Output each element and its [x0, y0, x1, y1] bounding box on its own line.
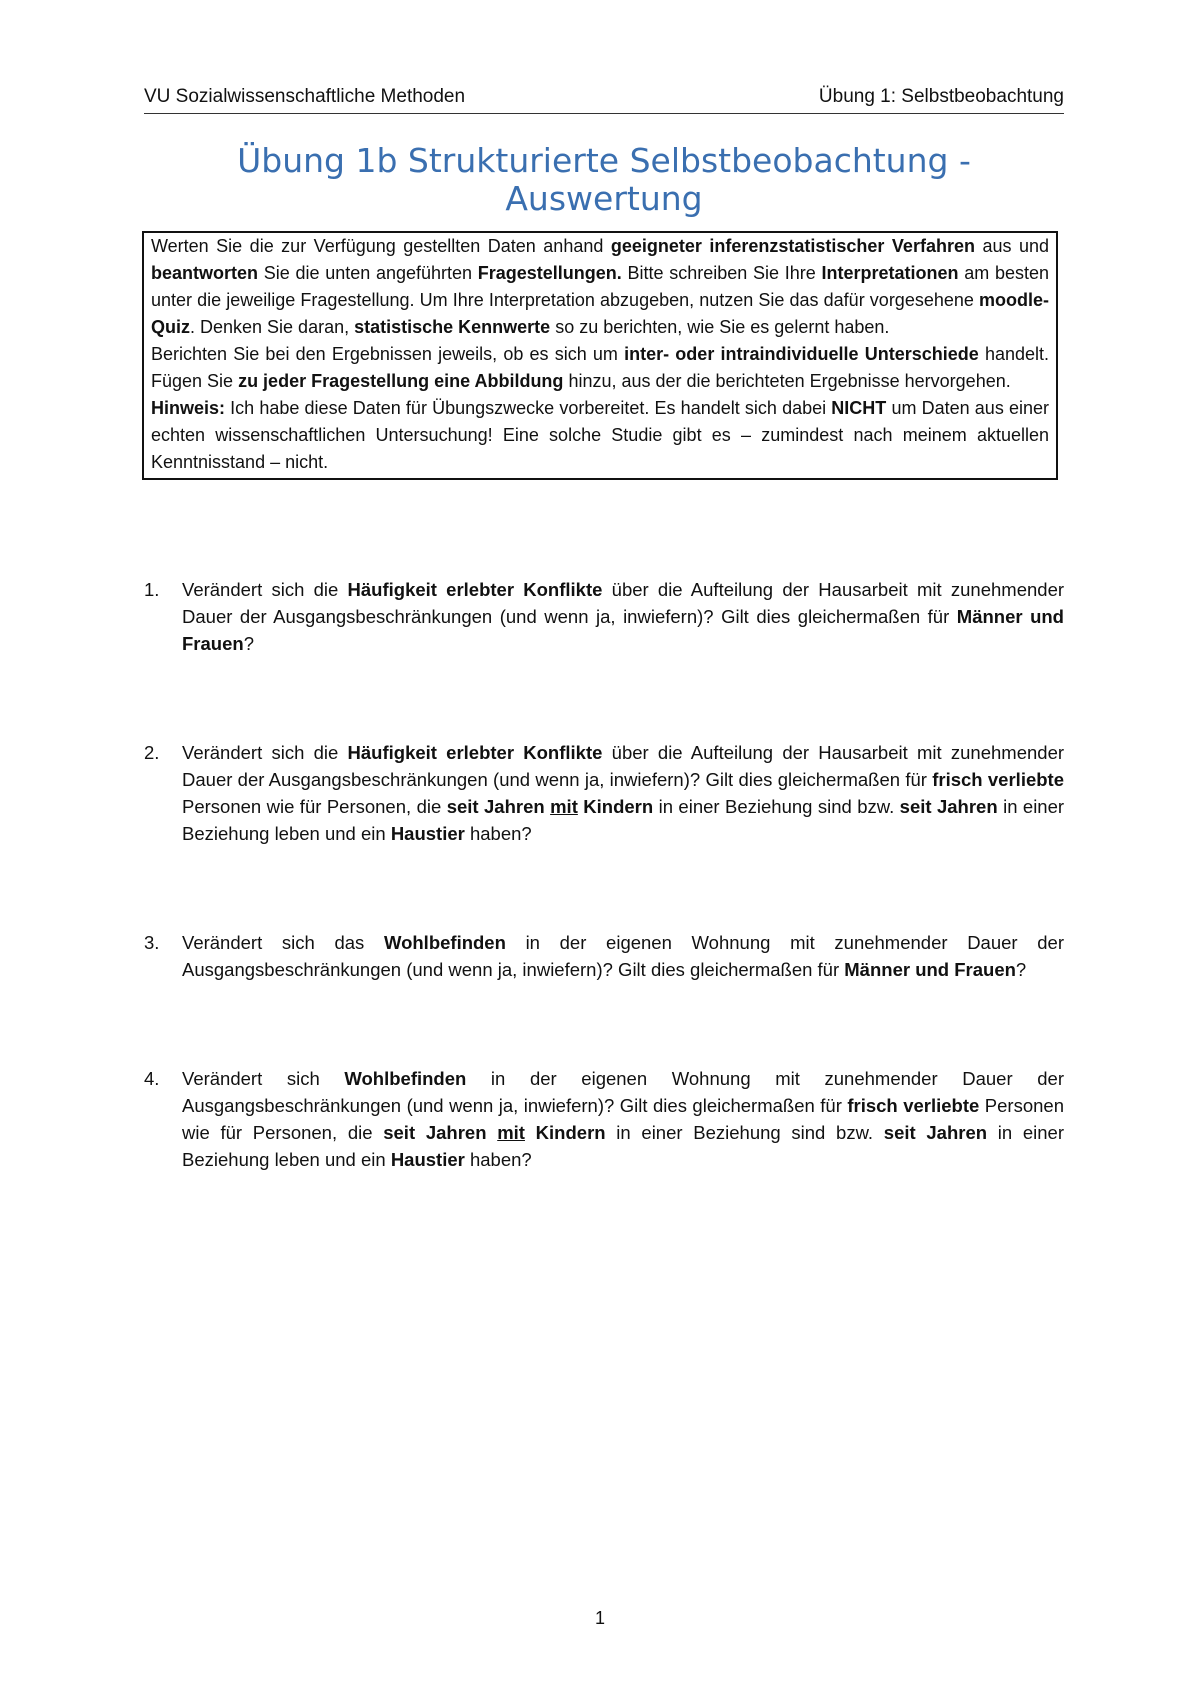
question-item	[144, 1065, 1064, 1173]
question-number: 2.	[144, 742, 160, 763]
question-item	[144, 929, 1064, 983]
text-run: Verändert sich die	[182, 579, 348, 600]
text-run: Ich habe diese Daten für Übungszwecke vorbereitet. Es handelt sich dabei	[225, 398, 832, 418]
emphasis-text: Männer und Frauen	[182, 606, 1064, 654]
emphasis-text: Männer und Frauen	[844, 959, 1016, 980]
header-course-title: VU Sozialwissenschaftliche Methoden	[144, 86, 466, 107]
text-run: ?	[1015, 959, 1027, 980]
emphasis-text: frisch verliebte	[932, 769, 1064, 790]
emphasis-text: beantworten	[151, 263, 259, 283]
text-run: in einer Beziehung leben und ein	[182, 796, 1065, 844]
question-number: 3.	[144, 932, 160, 953]
emphasis-text: frisch verliebte	[847, 1095, 980, 1116]
question-item	[144, 739, 1064, 847]
emphasis-text: NICHT	[831, 398, 887, 418]
emphasis-text: Wohlbefinden	[383, 932, 506, 953]
text-run: ?	[243, 633, 254, 654]
text-run: am besten unter die jeweilige Fragestellung. Um Ihre Interpretation abzugeben, nutzen Sie das dafür vorgesehene	[151, 263, 1049, 310]
text-run: Personen wie für Personen, die	[182, 796, 447, 817]
header-exercise-title: Übung 1: Selbstbeobachtung	[818, 86, 1064, 107]
document-title	[144, 142, 1064, 218]
instructions-box	[142, 231, 1058, 480]
emphasis-text: Kindern	[524, 1122, 606, 1143]
text-run: Verändert sich das	[182, 932, 384, 953]
text-run: so zu berichten, wie Sie es gelernt haben.	[550, 317, 890, 337]
text-run: um Daten aus einer echten wissenschaftlichen Untersuchung! Eine solche Studie gibt es – zumindest nach meinem aktuellen Kenntnisstand – nicht.	[151, 398, 1050, 472]
page-header	[144, 84, 1064, 114]
instructions-paragraph-2	[151, 341, 1049, 395]
question-item	[144, 576, 1064, 657]
emphasis-text: seit Jahren	[383, 1122, 498, 1143]
text-run: Verändert sich	[182, 1068, 345, 1089]
text-run: Bitte schreiben Sie Ihre	[621, 263, 822, 283]
text-run: in einer Beziehung leben und ein	[182, 1122, 1065, 1170]
text-run: Werten Sie die zur Verfügung gestellten Daten anhand	[151, 236, 611, 256]
text-run: Sie die unten angeführten	[258, 263, 478, 283]
emphasis-text: zu jeder Fragestellung eine Abbildung	[238, 371, 564, 391]
emphasis-text: Haustier	[390, 823, 465, 844]
emphasis-text: Fragestellungen.	[477, 263, 622, 283]
question-number: 4.	[144, 1068, 160, 1089]
question-text	[182, 579, 1064, 654]
emphasis-text: inter- oder intraindividuelle Unterschiede	[624, 344, 979, 364]
title-line-1: Übung 1b Strukturierte Selbstbeobachtung -	[237, 141, 971, 180]
text-run: handelt. Fügen Sie	[151, 344, 1050, 391]
emphasis-text: Haustier	[390, 1149, 465, 1170]
text-run: haben?	[464, 823, 532, 844]
text-run: aus und	[974, 236, 1049, 256]
instructions-paragraph-1	[151, 233, 1049, 341]
question-text	[182, 742, 1064, 844]
text-run: in der eigenen Wohnung mit zunehmender Dauer der Ausgangsbeschränkungen (und wenn ja, inwiefern)? Gilt dies gleichermaßen für	[182, 932, 1064, 980]
emphasis-text: seit Jahren	[899, 796, 998, 817]
text-run: haben?	[464, 1149, 532, 1170]
emphasis-text: seit Jahren	[446, 796, 551, 817]
emphasis-text: mit	[550, 796, 578, 817]
emphasis-text: Häufigkeit erlebter Konflikte	[347, 579, 603, 600]
text-run: über die Aufteilung der Hausarbeit mit zunehmender Dauer der Ausgangsbeschränkungen (und wenn ja, inwiefern)? Gilt dies gleichermaßen für	[182, 579, 1065, 627]
emphasis-text: Wohlbefinden	[344, 1068, 467, 1089]
question-text	[182, 932, 1064, 980]
text-run: Verändert sich die	[182, 742, 348, 763]
emphasis-text: Kindern	[577, 796, 654, 817]
emphasis-text: Häufigkeit erlebter Konflikte	[347, 742, 603, 763]
text-run: Personen wie für Personen, die	[182, 1095, 1064, 1143]
page-number: 1	[594, 1608, 605, 1628]
emphasis-text: Hinweis:	[151, 398, 226, 418]
emphasis-text: mit	[497, 1122, 525, 1143]
question-list	[144, 576, 1064, 1173]
title-line-2: Auswertung	[505, 179, 703, 218]
emphasis-text: Interpretationen	[821, 263, 959, 283]
emphasis-text: statistische Kennwerte	[354, 317, 551, 337]
text-run: in der eigenen Wohnung mit zunehmender Dauer der Ausgangsbeschränkungen (und wenn ja, inwiefern)? Gilt dies gleichermaßen für	[182, 1068, 1064, 1116]
text-run: in einer Beziehung sind bzw.	[605, 1122, 884, 1143]
text-run: Berichten Sie bei den Ergebnissen jeweils, ob es sich um	[151, 344, 625, 364]
question-number: 1.	[144, 579, 160, 600]
emphasis-text: moodle-Quiz	[151, 290, 1049, 337]
emphasis-text: seit Jahren	[883, 1122, 988, 1143]
text-run: über die Aufteilung der Hausarbeit mit zunehmender Dauer der Ausgangsbeschränkungen (und wenn ja, inwiefern)? Gilt dies gleichermaßen für	[182, 742, 1065, 790]
instructions-paragraph-3	[151, 395, 1049, 476]
text-run: in einer Beziehung sind bzw.	[653, 796, 900, 817]
question-text	[182, 1068, 1064, 1170]
emphasis-text: geeigneter inferenzstatistischer Verfahren	[610, 236, 975, 256]
text-run: hinzu, aus der die berichteten Ergebnisse hervorgehen.	[563, 371, 1011, 391]
text-run: . Denken Sie daran,	[190, 317, 355, 337]
